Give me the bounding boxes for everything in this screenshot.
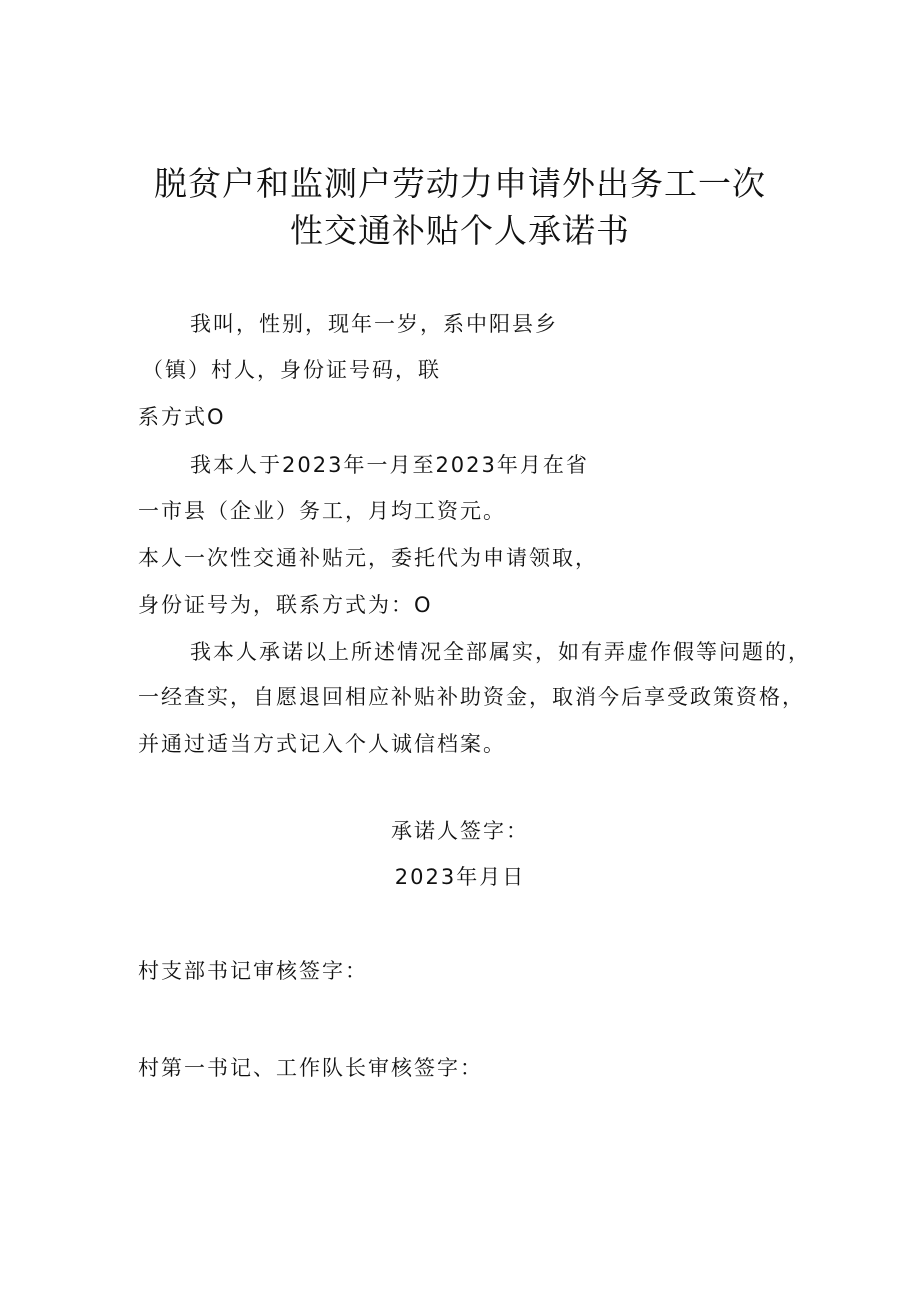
paragraph-1-line-1: 我叫，性别，现年一岁，系中阳县乡 bbox=[190, 312, 558, 336]
first-secretary-review-label: 村第一书记、工作队长审核签字： bbox=[138, 1056, 483, 1080]
paragraph-3-line-1: 本人一次性交通补贴元，委托代为申请领取， bbox=[138, 546, 598, 570]
signature-date: 2023年月日 bbox=[394, 865, 526, 889]
paragraph-1-line-3: 系方式O bbox=[138, 405, 226, 429]
document-title-line-2: 性交通补贴个人承诺书 bbox=[290, 211, 630, 250]
promisor-signature-label: 承诺人签字： bbox=[391, 819, 529, 843]
paragraph-2-line-1: 我本人于2023年一月至2023年月在省 bbox=[190, 453, 589, 477]
paragraph-4-line-3: 并通过适当方式记入个人诚信档案。 bbox=[138, 732, 506, 756]
paragraph-1-line-2: （镇）村人，身份证号码，联 bbox=[142, 358, 441, 382]
paragraph-4-line-1: 我本人承诺以上所述情况全部属实，如有弄虚作假等问题的， bbox=[190, 640, 811, 664]
paragraph-3-line-2: 身份证号为，联系方式为：O bbox=[138, 593, 433, 617]
document-title-line-1: 脱贫户和监测户劳动力申请外出务工一次 bbox=[154, 164, 766, 203]
paragraph-4-line-2: 一经查实，自愿退回相应补贴补助资金，取消今后享受政策资格， bbox=[138, 685, 805, 709]
branch-secretary-review-label: 村支部书记审核签字： bbox=[138, 959, 368, 983]
paragraph-2-line-2: 一市县（企业）务工，月均工资元。 bbox=[138, 499, 506, 523]
